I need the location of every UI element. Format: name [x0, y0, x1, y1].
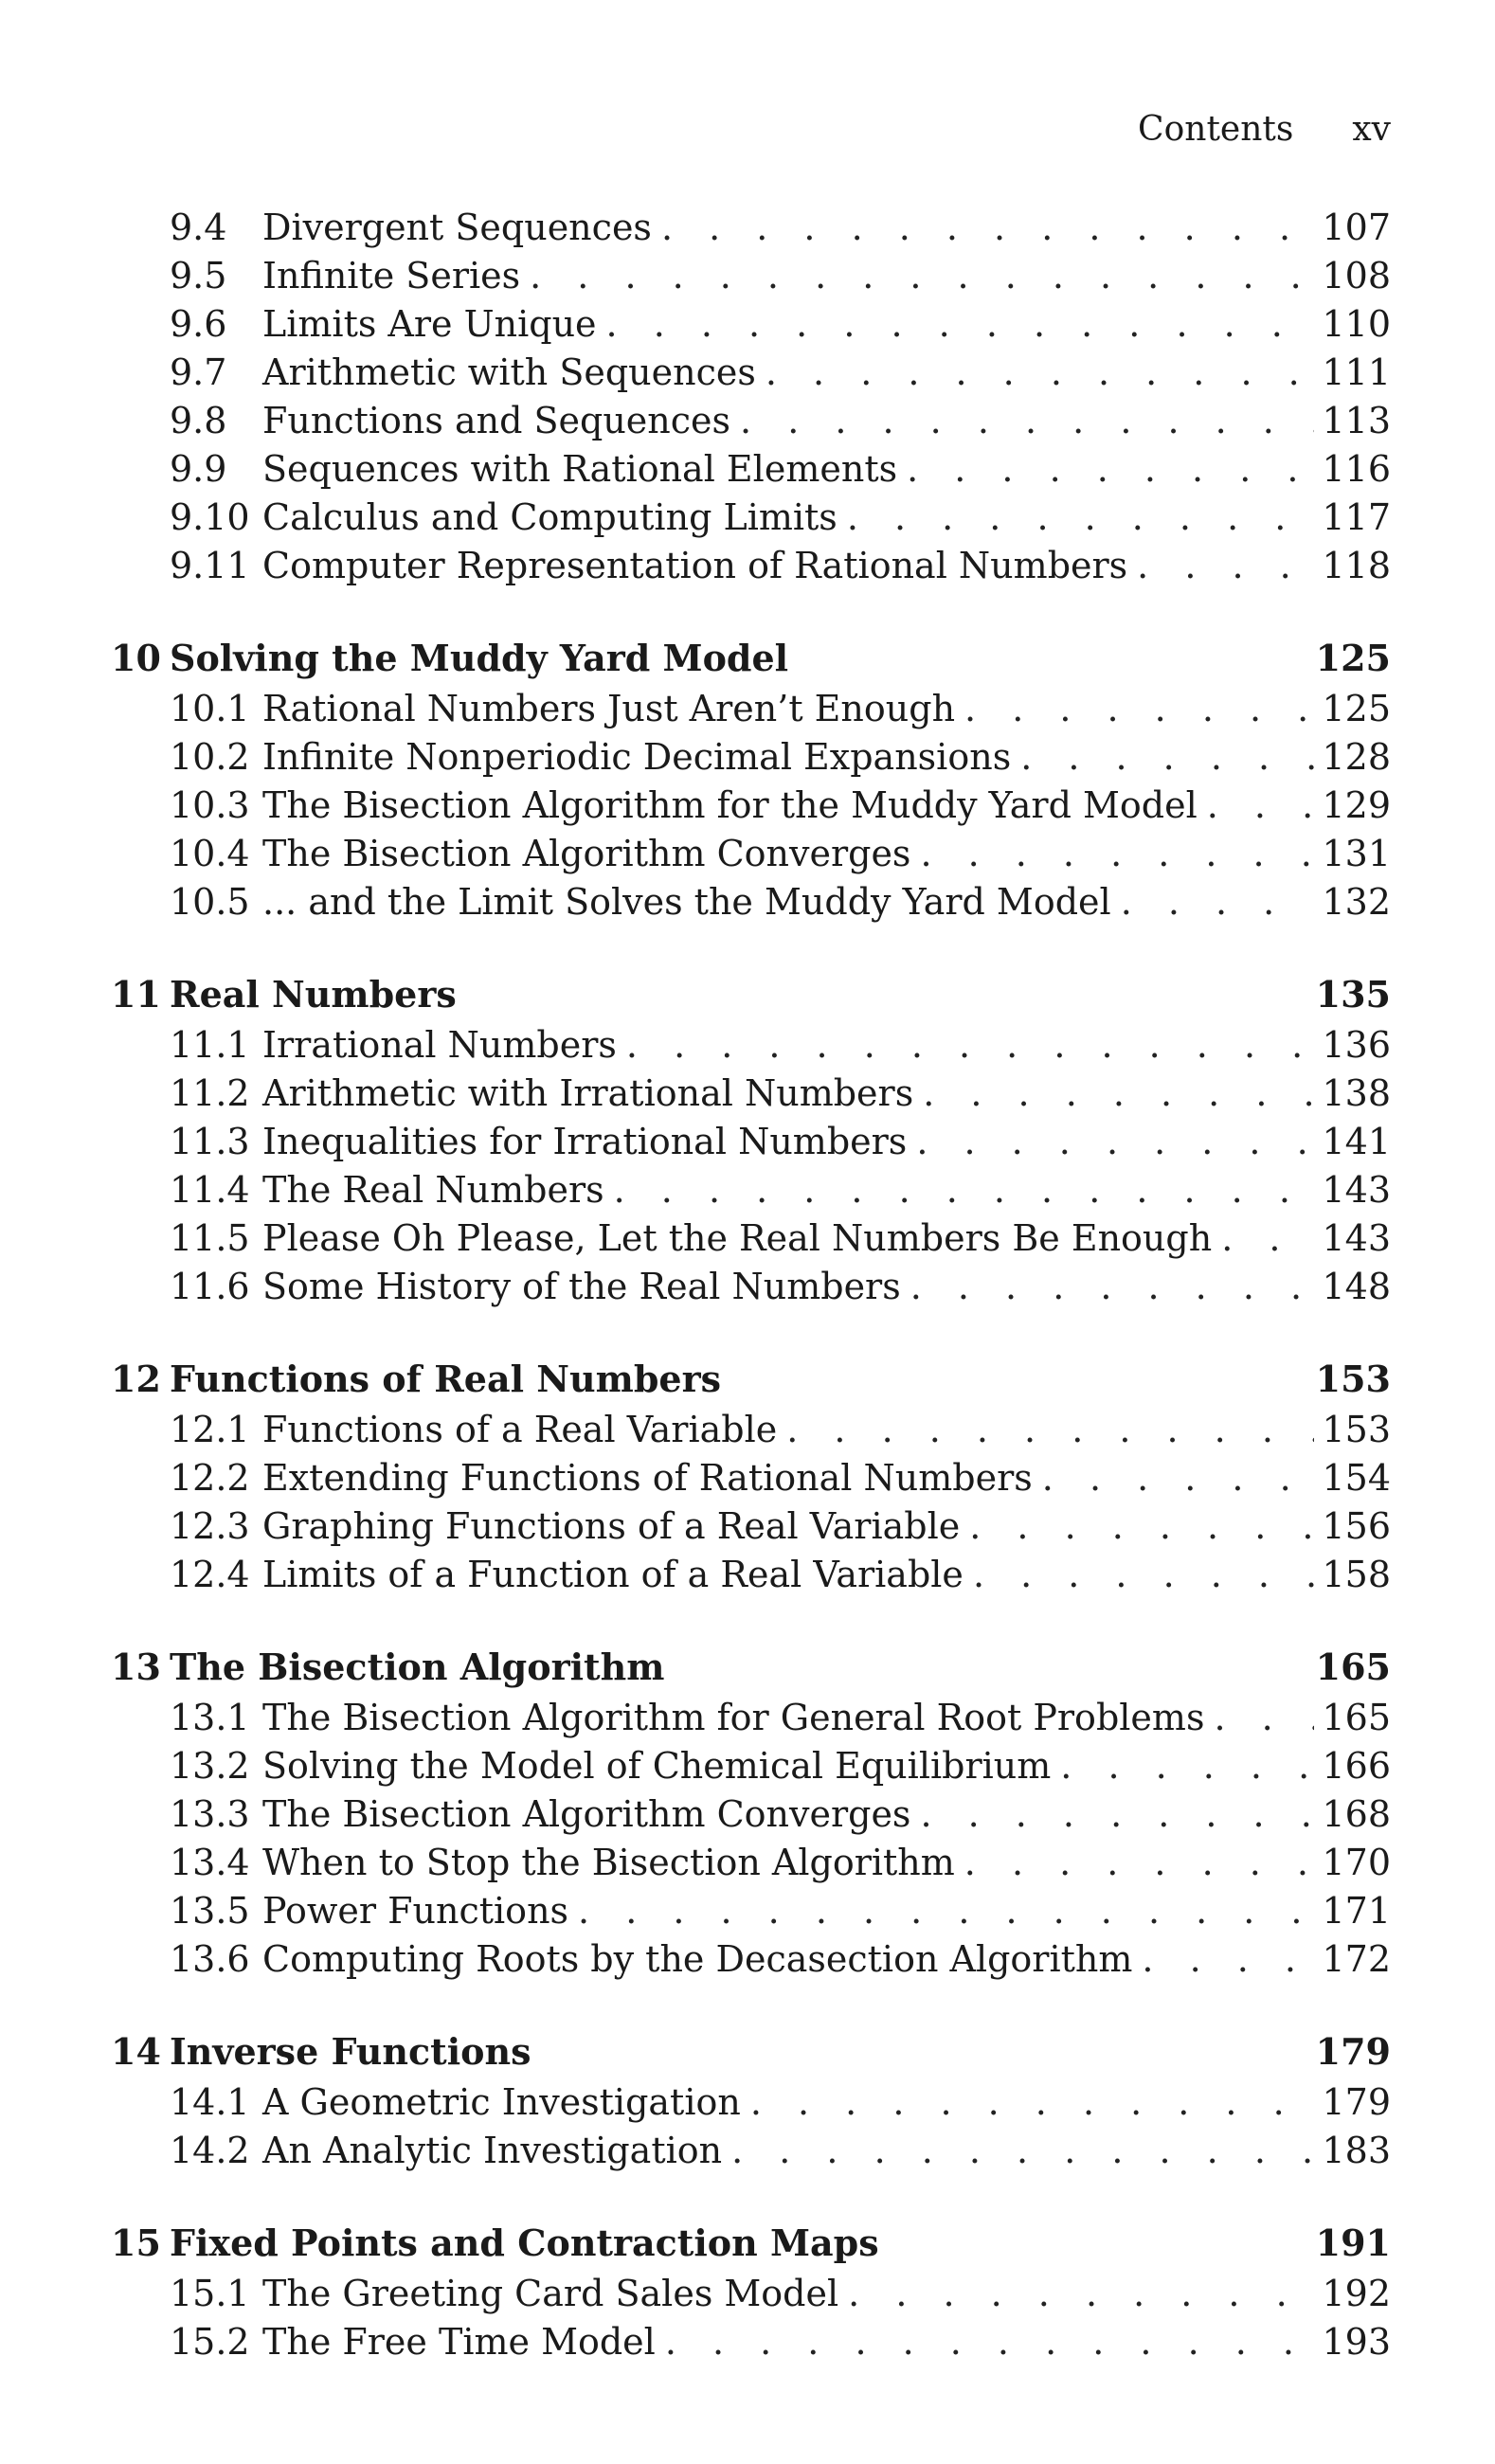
running-header — [1138, 110, 1391, 149]
dot-leader — [1207, 782, 1315, 830]
dot-leader — [731, 2127, 1314, 2175]
dot-leader — [1221, 1214, 1314, 1263]
entry-page-number: 107 — [1322, 207, 1391, 248]
toc-section-entry[interactable] — [111, 685, 1391, 733]
toc-section-entry[interactable] — [111, 1790, 1391, 1839]
entry-page-number: 153 — [1322, 1409, 1391, 1450]
entry-title: Some History of the Real Numbers — [262, 1266, 901, 1307]
entry-title: Graphing Functions of a Real Variable — [262, 1505, 961, 1547]
entry-number: 9.4 — [170, 207, 227, 248]
entry-page-number: 117 — [1322, 496, 1391, 538]
entry-number: 11.6 — [170, 1266, 250, 1307]
entry-number: 9.5 — [170, 255, 227, 297]
entry-page-number: 125 — [1322, 688, 1391, 729]
entry-title: Infinite Series — [262, 255, 521, 297]
entry-page-number: 166 — [1322, 1745, 1391, 1787]
entry-page-number: 183 — [1322, 2130, 1391, 2171]
entry-page-number: 113 — [1322, 400, 1391, 441]
entry-page-number: 125 — [1315, 637, 1391, 679]
entry-page-number: 110 — [1322, 303, 1391, 345]
entry-number: 12 — [111, 1358, 161, 1400]
toc-section-entry[interactable] — [111, 1406, 1391, 1454]
entry-title: Extending Functions of Rational Numbers — [262, 1457, 1033, 1499]
dot-leader — [530, 252, 1314, 300]
entry-number: 15 — [111, 2221, 161, 2264]
toc-section-entry[interactable] — [111, 349, 1391, 397]
entry-title: A Geometric Investigation — [262, 2081, 741, 2123]
toc-section-entry[interactable] — [111, 830, 1391, 878]
entry-page-number: 143 — [1322, 1217, 1391, 1259]
entry-number: 13.2 — [170, 1745, 250, 1787]
toc-section-entry[interactable] — [111, 1214, 1391, 1263]
entry-title: Infinite Nonperiodic Decimal Expansions — [262, 736, 1012, 778]
entry-page-number: 132 — [1322, 881, 1391, 923]
page-number: xv — [1352, 110, 1391, 149]
entry-title: Irrational Numbers — [262, 1024, 617, 1066]
entry-page-number: 143 — [1322, 1169, 1391, 1211]
entry-title: Solving the Model of Chemical Equilibrium — [262, 1745, 1052, 1787]
entry-number: 11.3 — [170, 1121, 250, 1162]
toc-chapter-entry[interactable] — [111, 2025, 1391, 2078]
entry-page-number: 179 — [1315, 2030, 1391, 2073]
entry-title: The Bisection Algorithm Converges — [262, 833, 911, 874]
toc-chapter-entry[interactable] — [111, 1641, 1391, 1694]
entry-title: Inverse Functions — [170, 2030, 531, 2073]
entry-title: Solving the Muddy Yard Model — [170, 637, 789, 679]
entry-page-number: 129 — [1322, 784, 1391, 826]
dot-leader — [848, 2270, 1314, 2318]
entry-number: 9.11 — [170, 545, 250, 586]
dot-leader — [1042, 1454, 1315, 1502]
entry-title: Limits Are Unique — [262, 303, 597, 345]
toc-section-entry[interactable] — [111, 300, 1391, 349]
dot-leader — [920, 1790, 1314, 1839]
entry-page-number: 170 — [1322, 1842, 1391, 1883]
dot-leader — [750, 2078, 1315, 2127]
entry-number: 10 — [111, 637, 161, 679]
dot-leader — [740, 397, 1314, 445]
entry-number: 9.7 — [170, 351, 227, 393]
entry-number: 10.1 — [170, 688, 250, 729]
entry-page-number: 111 — [1322, 351, 1391, 393]
entry-number: 9.9 — [170, 448, 227, 490]
dot-leader — [920, 830, 1314, 878]
entry-page-number: 179 — [1322, 2081, 1391, 2123]
toc-section-entry[interactable] — [111, 2270, 1391, 2318]
entry-title: Please Oh Please, Let the Real Numbers Be Enough — [262, 1217, 1213, 1259]
dot-leader — [614, 1166, 1315, 1214]
entry-title: Inequalities for Irrational Numbers — [262, 1121, 908, 1162]
dot-leader — [606, 300, 1315, 349]
toc-section-entry[interactable] — [111, 397, 1391, 445]
entry-title: Functions of Real Numbers — [170, 1358, 721, 1400]
dot-leader — [910, 1263, 1315, 1311]
toc-section-entry[interactable] — [111, 1118, 1391, 1166]
entry-number: 12.1 — [170, 1409, 250, 1450]
entry-page-number: 193 — [1322, 2321, 1391, 2363]
entry-title: When to Stop the Bisection Algorithm — [262, 1842, 955, 1883]
entry-title: Fixed Points and Contraction Maps — [170, 2221, 879, 2264]
toc-section-entry[interactable] — [111, 542, 1391, 590]
entry-number: 10.4 — [170, 833, 250, 874]
toc-section-entry[interactable] — [111, 252, 1391, 300]
dot-leader — [766, 349, 1315, 397]
toc-chapter-entry[interactable] — [111, 632, 1391, 685]
toc-section-entry[interactable] — [111, 1502, 1391, 1551]
toc-section-entry[interactable] — [111, 1166, 1391, 1214]
toc-section-entry[interactable] — [111, 2318, 1391, 2366]
entry-page-number: 128 — [1322, 736, 1391, 778]
entry-page-number: 108 — [1322, 255, 1391, 297]
entry-page-number: 141 — [1322, 1121, 1391, 1162]
toc-section-entry[interactable] — [111, 1551, 1391, 1599]
entry-page-number: 156 — [1322, 1505, 1391, 1547]
toc-section-entry[interactable] — [111, 1694, 1391, 1742]
toc-section-entry[interactable] — [111, 2078, 1391, 2127]
dot-leader — [969, 1502, 1314, 1551]
entry-page-number: 154 — [1322, 1457, 1391, 1499]
entry-number: 14 — [111, 2030, 161, 2073]
entry-page-number: 192 — [1322, 2273, 1391, 2314]
entry-number: 11.5 — [170, 1217, 250, 1259]
entry-number: 15.2 — [170, 2321, 250, 2363]
entry-title: ... and the Limit Solves the Muddy Yard Model — [262, 881, 1111, 923]
entry-title: Functions of a Real Variable — [262, 1409, 778, 1450]
dot-leader — [1121, 878, 1315, 926]
dot-leader — [1060, 1742, 1314, 1790]
dot-leader — [1142, 1935, 1314, 1984]
entry-title: The Bisection Algorithm — [170, 1646, 665, 1688]
dot-leader — [1020, 733, 1314, 782]
entry-number: 13.5 — [170, 1890, 250, 1932]
entry-number: 13.6 — [170, 1938, 250, 1980]
dot-leader — [907, 445, 1314, 494]
entry-title: Arithmetic with Sequences — [262, 351, 756, 393]
entry-number: 11.1 — [170, 1024, 250, 1066]
toc-section-entry[interactable] — [111, 445, 1391, 494]
entry-title: Rational Numbers Just Aren’t Enough — [262, 688, 956, 729]
toc-section-entry[interactable] — [111, 204, 1391, 252]
entry-title: The Real Numbers — [262, 1169, 604, 1211]
entry-page-number: 165 — [1322, 1697, 1391, 1738]
toc-section-entry[interactable] — [111, 2127, 1391, 2175]
entry-number: 13.3 — [170, 1793, 250, 1835]
toc-section-entry[interactable] — [111, 1070, 1391, 1118]
toc-section-entry[interactable] — [111, 494, 1391, 542]
entry-number: 13 — [111, 1646, 161, 1688]
dot-leader — [786, 1406, 1314, 1454]
entry-number: 10.3 — [170, 784, 250, 826]
toc-section-entry[interactable] — [111, 733, 1391, 782]
dot-leader — [1137, 542, 1314, 590]
toc-section-entry[interactable] — [111, 1839, 1391, 1887]
entry-page-number: 168 — [1322, 1793, 1391, 1835]
entry-page-number: 136 — [1322, 1024, 1391, 1066]
entry-title: Divergent Sequences — [262, 207, 652, 248]
entry-title: Computer Representation of Rational Numbers — [262, 545, 1128, 586]
dot-leader — [578, 1887, 1314, 1935]
entry-title: Arithmetic with Irrational Numbers — [262, 1072, 914, 1114]
entry-number: 12.4 — [170, 1554, 250, 1595]
entry-number: 14.2 — [170, 2130, 250, 2171]
entry-number: 13.4 — [170, 1842, 250, 1883]
dot-leader — [626, 1021, 1315, 1070]
dot-leader — [847, 494, 1315, 542]
toc-section-entry[interactable] — [111, 1021, 1391, 1070]
dot-leader — [964, 685, 1314, 733]
entry-title: Sequences with Rational Elements — [262, 448, 898, 490]
entry-page-number: 135 — [1315, 973, 1391, 1016]
entry-title: The Greeting Card Sales Model — [262, 2273, 839, 2314]
entry-number: 11.4 — [170, 1169, 250, 1211]
toc-section-entry[interactable] — [111, 1454, 1391, 1502]
entry-page-number: 165 — [1315, 1646, 1391, 1688]
dot-leader — [923, 1070, 1314, 1118]
entry-title: Limits of a Function of a Real Variable — [262, 1554, 964, 1595]
toc-chapter-entry[interactable] — [111, 1353, 1391, 1406]
dot-leader — [964, 1839, 1315, 1887]
toc-chapter-entry[interactable] — [111, 2217, 1391, 2270]
entry-title: Power Functions — [262, 1890, 569, 1932]
entry-title: The Free Time Model — [262, 2321, 656, 2363]
toc-section-entry[interactable] — [111, 1742, 1391, 1790]
toc-section-entry[interactable] — [111, 1935, 1391, 1984]
entry-page-number: 153 — [1315, 1358, 1391, 1400]
entry-page-number: 116 — [1322, 448, 1391, 490]
entry-number: 10.5 — [170, 881, 250, 923]
entry-number: 14.1 — [170, 2081, 250, 2123]
entry-number: 11 — [111, 973, 161, 1016]
entry-title: Computing Roots by the Decasection Algorithm — [262, 1938, 1133, 1980]
entry-page-number: 158 — [1322, 1554, 1391, 1595]
entry-number: 9.6 — [170, 303, 227, 345]
entry-number: 13.1 — [170, 1697, 250, 1738]
dot-leader — [665, 2318, 1315, 2366]
dot-leader — [973, 1551, 1315, 1599]
entry-page-number: 191 — [1315, 2221, 1391, 2264]
toc-section-entry[interactable] — [111, 1263, 1391, 1311]
entry-title: Functions and Sequences — [262, 400, 731, 441]
entry-title: The Bisection Algorithm for the Muddy Yard Model — [262, 784, 1198, 826]
toc-section-entry[interactable] — [111, 878, 1391, 926]
running-title: Contents — [1138, 110, 1294, 149]
entry-number: 9.10 — [170, 496, 250, 538]
entry-number: 9.8 — [170, 400, 227, 441]
entry-title: The Bisection Algorithm Converges — [262, 1793, 911, 1835]
entry-number: 11.2 — [170, 1072, 250, 1114]
entry-title: The Bisection Algorithm for General Root Problems — [262, 1697, 1205, 1738]
entry-title: Real Numbers — [170, 973, 457, 1016]
dot-leader — [661, 204, 1315, 252]
entry-page-number: 138 — [1322, 1072, 1391, 1114]
entry-page-number: 172 — [1322, 1938, 1391, 1980]
entry-number: 12.2 — [170, 1457, 250, 1499]
toc-section-entry[interactable] — [111, 1887, 1391, 1935]
entry-title: Calculus and Computing Limits — [262, 496, 838, 538]
toc-chapter-entry[interactable] — [111, 968, 1391, 1021]
entry-page-number: 118 — [1322, 545, 1391, 586]
entry-title: An Analytic Investigation — [262, 2130, 723, 2171]
entry-page-number: 148 — [1322, 1266, 1391, 1307]
dot-leader — [1214, 1694, 1314, 1742]
entry-page-number: 131 — [1322, 833, 1391, 874]
entry-number: 12.3 — [170, 1505, 250, 1547]
entry-page-number: 171 — [1322, 1890, 1391, 1932]
dot-leader — [916, 1118, 1314, 1166]
toc-section-entry[interactable] — [111, 782, 1391, 830]
entry-number: 10.2 — [170, 736, 250, 778]
entry-number: 15.1 — [170, 2273, 250, 2314]
table-of-contents — [111, 204, 1391, 2366]
